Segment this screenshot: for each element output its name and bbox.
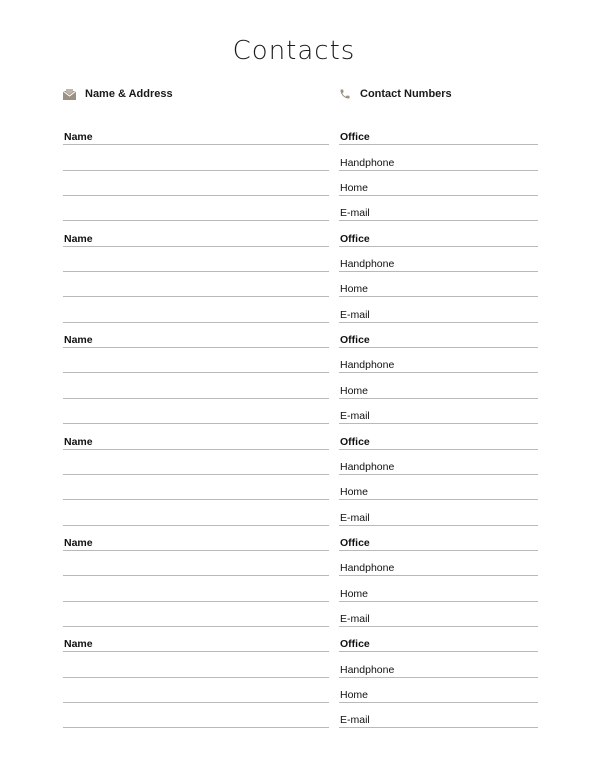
- name-address-column: [63, 120, 329, 728]
- office-line[interactable]: [339, 526, 538, 551]
- contact-entry-numbers-block: [339, 323, 538, 424]
- office-line[interactable]: [339, 424, 538, 449]
- address-line[interactable]: [63, 576, 329, 601]
- email-label: E-mail: [340, 410, 370, 423]
- handphone-line[interactable]: [339, 652, 538, 677]
- contact-entry-name-block: [63, 221, 329, 322]
- address-line[interactable]: [63, 652, 329, 677]
- email-line[interactable]: [339, 399, 538, 424]
- name-address-header: [63, 88, 173, 100]
- contact-entry-name-block: [63, 120, 329, 221]
- handphone-label: Handphone: [340, 258, 395, 271]
- home-label: Home: [340, 688, 369, 701]
- address-line[interactable]: [63, 399, 329, 424]
- home-line[interactable]: [339, 678, 538, 703]
- address-line[interactable]: [63, 602, 329, 627]
- address-line[interactable]: [63, 450, 329, 475]
- contact-entry-name-block: [63, 323, 329, 424]
- address-line[interactable]: [63, 247, 329, 272]
- address-line[interactable]: [63, 703, 329, 728]
- home-line[interactable]: [339, 272, 538, 297]
- address-line[interactable]: [63, 145, 329, 170]
- name-label: Name: [64, 334, 93, 347]
- name-label: Name: [64, 638, 93, 651]
- handphone-line[interactable]: [339, 247, 538, 272]
- contact-entry-numbers-block: [339, 221, 538, 322]
- handphone-label: Handphone: [340, 460, 395, 473]
- address-line[interactable]: [63, 475, 329, 500]
- name-line[interactable]: [63, 323, 329, 348]
- home-line[interactable]: [339, 171, 538, 196]
- office-label: Office: [340, 232, 370, 245]
- home-line[interactable]: [339, 576, 538, 601]
- name-line[interactable]: [63, 526, 329, 551]
- phone-icon: [339, 88, 351, 100]
- home-line[interactable]: [339, 475, 538, 500]
- handphone-label: Handphone: [340, 562, 395, 575]
- page-title: Contacts: [232, 36, 356, 66]
- email-line[interactable]: [339, 602, 538, 627]
- handphone-line[interactable]: [339, 551, 538, 576]
- email-line[interactable]: [339, 500, 538, 525]
- name-line[interactable]: [63, 120, 329, 145]
- address-line[interactable]: [63, 373, 329, 398]
- envelope-icon: [63, 89, 76, 100]
- contact-entry-name-block: [63, 627, 329, 728]
- office-line[interactable]: [339, 627, 538, 652]
- name-line[interactable]: [63, 424, 329, 449]
- contact-entry-name-block: [63, 424, 329, 525]
- office-label: Office: [340, 435, 370, 448]
- handphone-label: Handphone: [340, 359, 395, 372]
- name-label: Name: [64, 131, 93, 144]
- office-label: Office: [340, 334, 370, 347]
- contact-entry-numbers-block: [339, 424, 538, 525]
- handphone-line[interactable]: [339, 145, 538, 170]
- address-line[interactable]: [63, 551, 329, 576]
- email-line[interactable]: [339, 703, 538, 728]
- name-label: Name: [64, 536, 93, 549]
- email-label: E-mail: [340, 714, 370, 727]
- address-line[interactable]: [63, 678, 329, 703]
- office-line[interactable]: [339, 221, 538, 246]
- office-line[interactable]: [339, 323, 538, 348]
- address-line[interactable]: [63, 171, 329, 196]
- email-line[interactable]: [339, 196, 538, 221]
- contact-numbers-header-label: Contact Numbers: [360, 88, 452, 100]
- address-line[interactable]: [63, 297, 329, 322]
- name-label: Name: [64, 232, 93, 245]
- address-line[interactable]: [63, 196, 329, 221]
- address-line[interactable]: [63, 348, 329, 373]
- office-line[interactable]: [339, 120, 538, 145]
- handphone-label: Handphone: [340, 156, 395, 169]
- email-label: E-mail: [340, 308, 370, 321]
- name-line[interactable]: [63, 221, 329, 246]
- contact-entry-numbers-block: [339, 120, 538, 221]
- home-label: Home: [340, 486, 369, 499]
- handphone-line[interactable]: [339, 348, 538, 373]
- contact-entry-numbers-block: [339, 627, 538, 728]
- address-line[interactable]: [63, 500, 329, 525]
- name-address-header-label: Name & Address: [85, 88, 173, 100]
- email-label: E-mail: [340, 511, 370, 524]
- email-label: E-mail: [340, 207, 370, 220]
- office-label: Office: [340, 131, 370, 144]
- home-line[interactable]: [339, 373, 538, 398]
- handphone-line[interactable]: [339, 450, 538, 475]
- contact-entry-numbers-block: [339, 526, 538, 627]
- home-label: Home: [340, 182, 369, 195]
- home-label: Home: [340, 283, 369, 296]
- office-label: Office: [340, 638, 370, 651]
- handphone-label: Handphone: [340, 663, 395, 676]
- home-label: Home: [340, 587, 369, 600]
- address-line[interactable]: [63, 272, 329, 297]
- name-label: Name: [64, 435, 93, 448]
- home-label: Home: [340, 384, 369, 397]
- contact-numbers-column: [339, 120, 538, 728]
- name-line[interactable]: [63, 627, 329, 652]
- email-line[interactable]: [339, 297, 538, 322]
- contact-entry-name-block: [63, 526, 329, 627]
- contact-numbers-header: [339, 88, 452, 100]
- email-label: E-mail: [340, 612, 370, 625]
- office-label: Office: [340, 536, 370, 549]
